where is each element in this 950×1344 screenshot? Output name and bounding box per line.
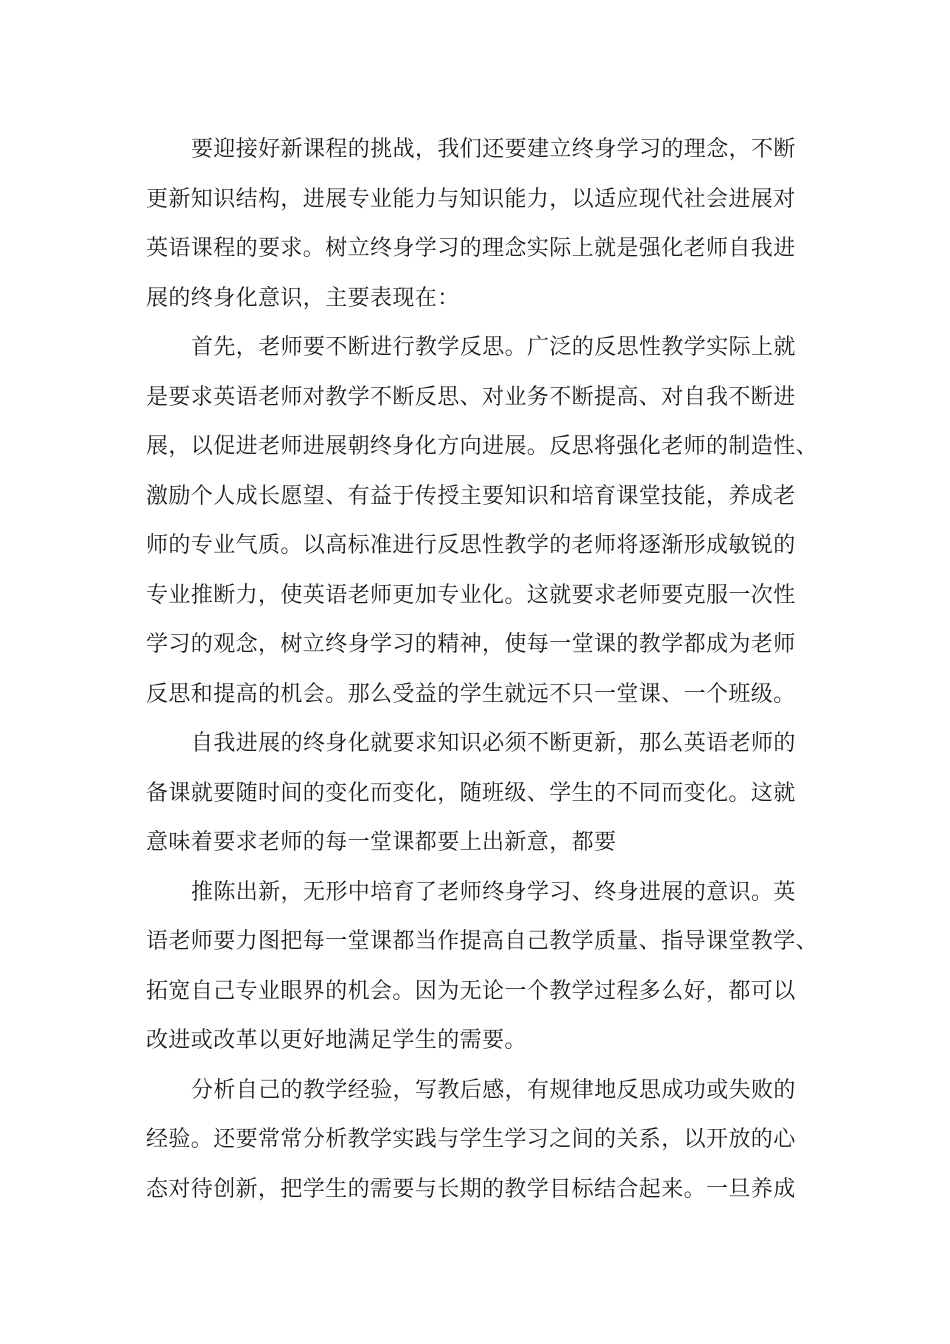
paragraph-line: 拓宽自己专业眼界的机会。因为无论一个教学过程多么好，都可以 <box>146 978 796 1004</box>
paragraph-line: 自我进展的终身化就要求知识必须不断更新，那么英语老师的 <box>191 731 796 756</box>
paragraph-line: 改进或改革以更好地满足学生的需要。 <box>146 1028 527 1053</box>
paragraph-line: 经验。还要常常分析教学实践与学生学习之间的关系，以开放的心 <box>146 1127 796 1152</box>
paragraph-line: 更新知识结构，进展专业能力与知识能力，以适应现代社会进展对 <box>146 186 796 212</box>
paragraph-line: 展，以促进老师进展朝终身化方向进展。反思将强化老师的制造性、 <box>146 434 819 459</box>
paragraph-line: 首先，老师要不断进行教学反思。广泛的反思性教学实际上就 <box>191 335 796 360</box>
paragraph-line: 激励个人成长愿望、有益于传授主要知识和培育课堂技能，养成老 <box>146 483 796 509</box>
paragraph-line: 英语课程的要求。树立终身学习的理念实际上就是强化老师自我进 <box>146 236 796 261</box>
paragraph-line: 专业推断力，使英语老师更加专业化。这就要求老师要克服一次性 <box>146 582 796 608</box>
paragraph-line: 意味着要求老师的每一堂课都要上出新意，都要 <box>146 830 617 855</box>
paragraph-line: 态对待创新，把学生的需要与长期的教学目标结合起来。一旦养成 <box>146 1176 796 1202</box>
paragraph-line: 学习的观念，树立终身学习的精神，使每一堂课的教学都成为老师 <box>146 632 796 657</box>
paragraph-line: 是要求英语老师对教学不断反思、对业务不断提高、对自我不断进 <box>146 384 796 410</box>
document-body <box>146 125 826 1214</box>
paragraph-line: 反思和提高的机会。那么受益的学生就远不只一堂课、一个班级。 <box>146 681 796 707</box>
paragraph-line: 推陈出新，无形中培育了老师终身学习、终身进展的意识。英 <box>191 879 796 905</box>
paragraph-line: 备课就要随时间的变化而变化，随班级、学生的不同而变化。这就 <box>146 780 796 806</box>
paragraph-line: 语老师要力图把每一堂课都当作提高自己教学质量、指导课堂教学、 <box>146 929 819 954</box>
paragraph-line: 分析自己的教学经验，写教后感，有规律地反思成功或失败的 <box>191 1077 796 1103</box>
paragraph-line: 要迎接好新课程的挑战，我们还要建立终身学习的理念，不断 <box>191 137 796 162</box>
paragraph-line: 师的专业气质。以高标准进行反思性教学的老师将逐渐形成敏锐的 <box>146 533 796 558</box>
paragraph-line: 展的终身化意识，主要表现在： <box>146 285 460 311</box>
